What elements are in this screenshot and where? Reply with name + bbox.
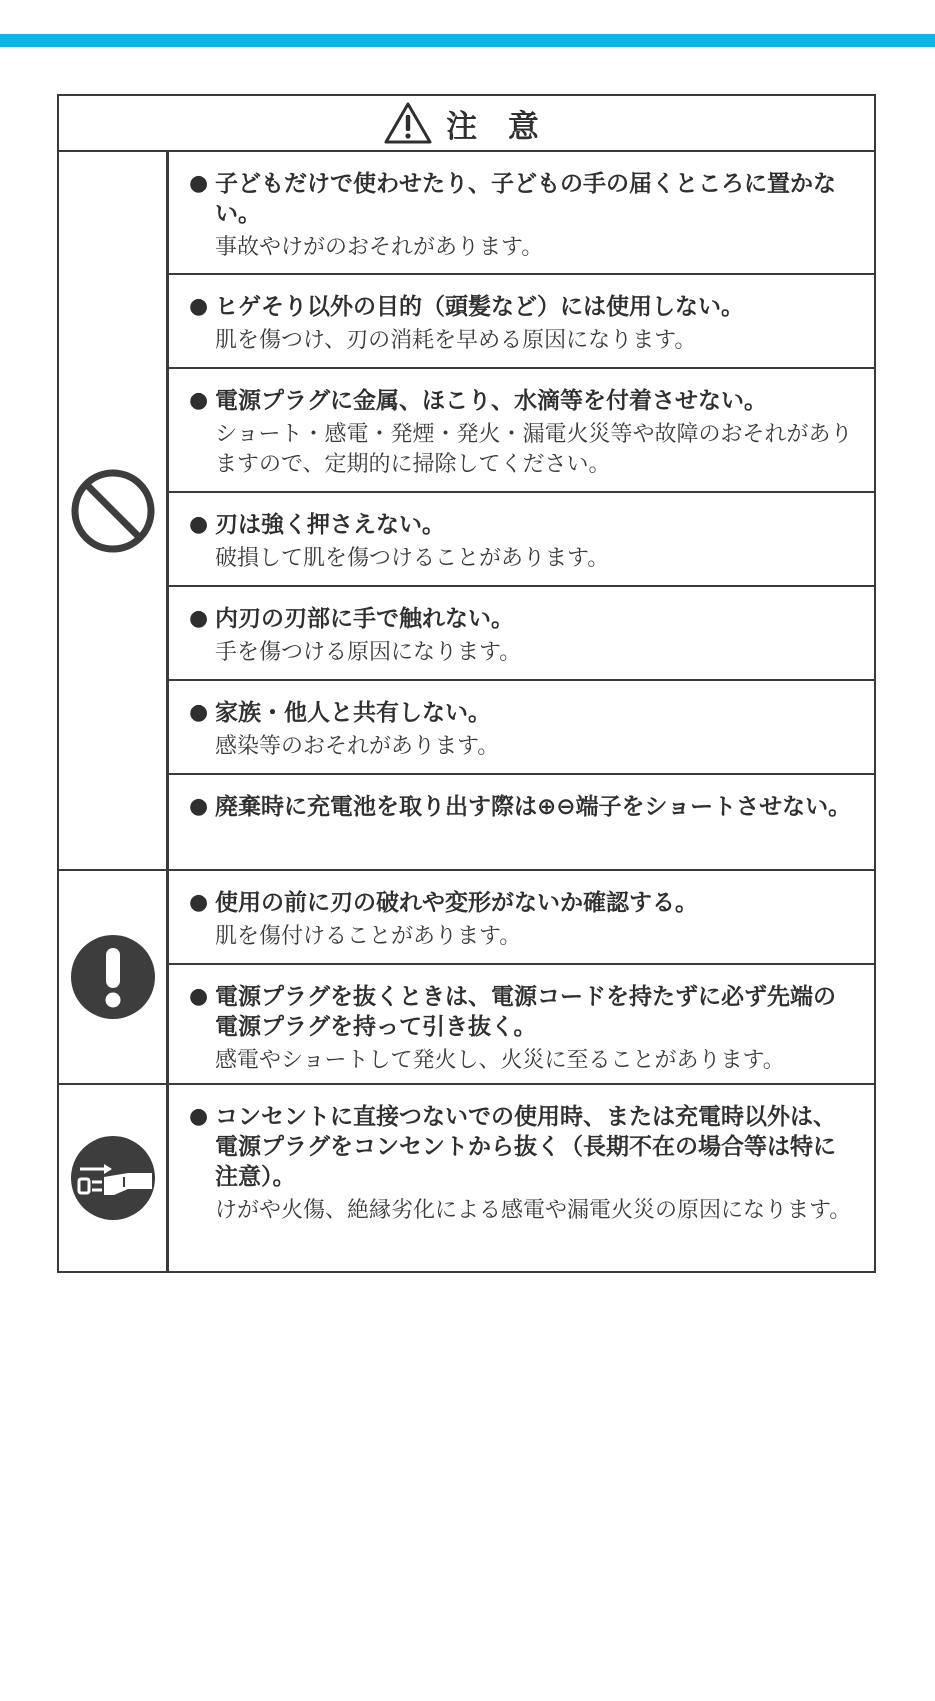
item-body: 感染等のおそれがあります。	[215, 734, 500, 759]
caution-item	[169, 275, 874, 369]
caution-item	[169, 965, 874, 1083]
caution-table	[57, 94, 876, 1273]
bullet: ●	[189, 794, 209, 819]
prohibition-icon	[70, 468, 156, 554]
item-title: 廃棄時に充電池を取り出す際は⊕⊖端子をショートさせない。	[215, 794, 852, 820]
caution-title: 注 意	[446, 108, 549, 145]
caution-item	[169, 152, 874, 275]
item-title: 子どもだけで使わせたり、子どもの手の届くところに置かない。	[215, 171, 836, 227]
item-title: 家族・他人と共有しない。	[215, 700, 491, 726]
caution-items	[169, 871, 874, 1083]
item-body: 破損して肌を傷つけることがあります。	[215, 546, 610, 571]
item-title: ヒゲそり以外の目的（頭髪など）には使用しない。	[215, 294, 744, 320]
item-body: けがや火傷、絶縁劣化による感電や漏電火災の原因になります。	[215, 1198, 852, 1223]
unplug-group	[59, 1085, 874, 1271]
prohibition-group	[59, 152, 874, 871]
caution-item	[169, 681, 874, 775]
item-body: ショート・感電・発煙・発火・漏電火災等や故障のおそれがありますので、定期的に掃除してください。	[215, 422, 853, 477]
item-title: 刃は強く押さえない。	[215, 512, 445, 538]
bullet: ●	[189, 294, 209, 319]
caution-item	[169, 1085, 874, 1271]
item-title: 内刃の刃部に手で触れない。	[215, 606, 514, 632]
caution-item	[169, 871, 874, 965]
group-icon-cell	[59, 871, 169, 1083]
caution-item	[169, 587, 874, 681]
bullet: ●	[189, 388, 209, 413]
top-accent-band	[0, 34, 935, 47]
item-body: 肌を傷付けることがあります。	[215, 924, 522, 949]
item-title: 電源プラグに金属、ほこり、水滴等を付着させない。	[215, 388, 767, 414]
item-title: 使用の前に刃の破れや変形がないか確認する。	[215, 890, 698, 916]
bullet: ●	[189, 171, 209, 196]
item-body: 肌を傷つけ、刃の消耗を早める原因になります。	[215, 328, 697, 353]
caution-item	[169, 775, 874, 869]
bullet: ●	[189, 512, 209, 537]
mandatory-exclamation-icon	[70, 934, 156, 1020]
item-body: 感電やショートして発火し、火災に至ることがあります。	[215, 1048, 785, 1073]
group-icon-cell	[59, 1085, 169, 1271]
caution-items	[169, 1085, 874, 1271]
caution-items	[169, 152, 874, 869]
bullet: ●	[189, 890, 209, 915]
unplug-icon	[70, 1135, 156, 1221]
bullet: ●	[189, 984, 209, 1009]
caution-item	[169, 369, 874, 493]
item-body: 手を傷つける原因になります。	[215, 640, 522, 665]
item-body: 事故やけがのおそれがあります。	[215, 235, 544, 260]
item-title: コンセントに直接つないでの使用時、または充電時以外は、電源プラグをコンセントから抜く（長期不在の場合等は特に注意）。	[215, 1104, 836, 1190]
bullet: ●	[189, 1104, 209, 1129]
mandatory-group	[59, 871, 874, 1085]
caution-item	[169, 493, 874, 587]
group-icon-cell	[59, 152, 169, 869]
warning-triangle-icon	[384, 101, 432, 145]
item-title: 電源プラグを抜くときは、電源コードを持たずに必ず先端の電源プラグを持って引き抜く。	[215, 984, 836, 1040]
bullet: ●	[189, 700, 209, 725]
bullet: ●	[189, 606, 209, 631]
caution-header	[59, 96, 874, 152]
